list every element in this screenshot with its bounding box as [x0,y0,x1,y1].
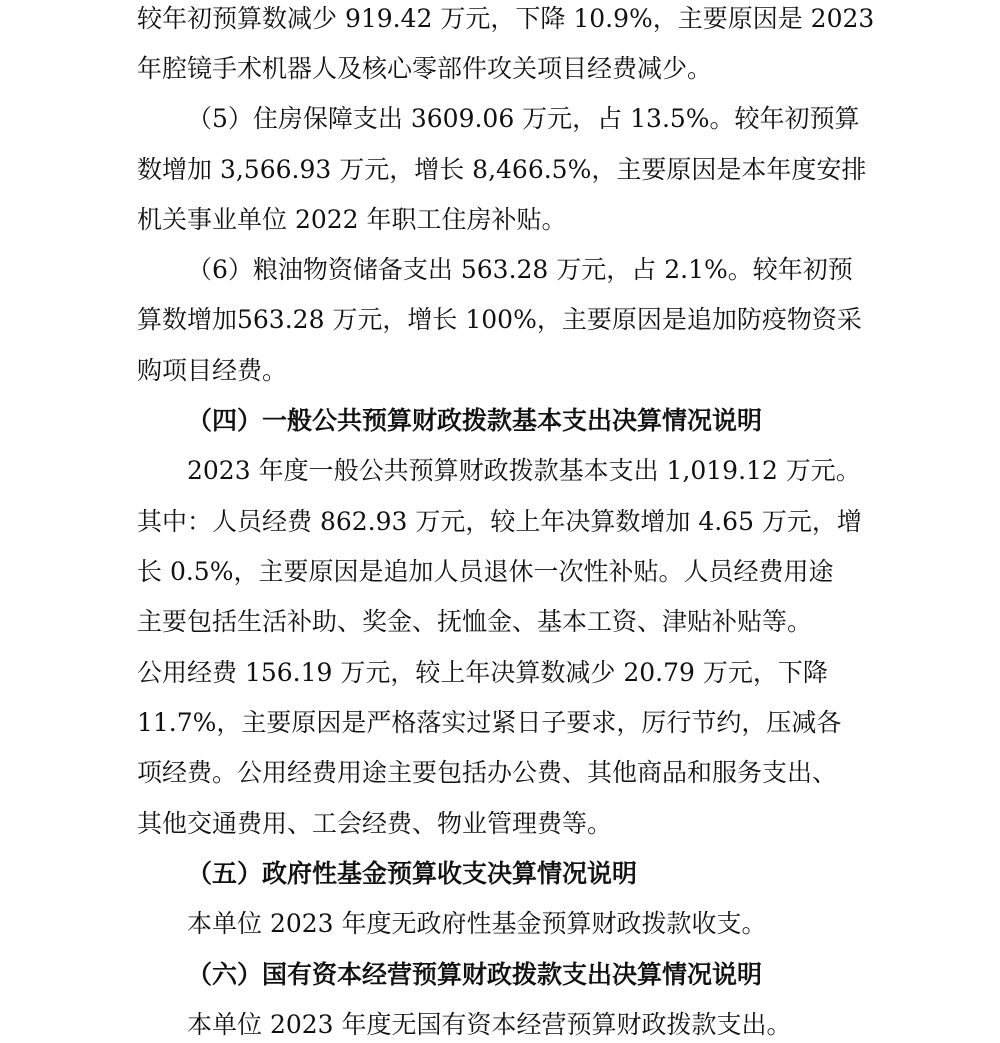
paragraph-start-line: （5）住房保障支出 3609.06 万元，占 13.5%。较年初预算 [187,104,860,133]
paragraph-start-line: 本单位 2023 年度无国有资本经营预算财政拨款支出。 [187,1010,792,1039]
body-text-line: 11.7%，主要原因是严格落实过紧日子要求，厉行节约，压减各 [137,708,842,737]
body-text-line: 其他交通费用、工会经费、物业管理费等。 [137,809,613,838]
body-text-line: 年腔镜手术机器人及核心零部件攻关项目经费减少。 [137,54,713,83]
section-heading: （四）一般公共预算财政拨款基本支出决算情况说明 [187,406,763,435]
body-text-line: 长 0.5%，主要原因是追加人员退休一次性补贴。人员经费用途 [137,557,834,586]
section-heading: （五）政府性基金预算收支决算情况说明 [187,859,638,888]
section-heading: （六）国有资本经营预算财政拨款支出决算情况说明 [187,960,763,989]
paragraph-start-line: 2023 年度一般公共预算财政拨款基本支出 1,019.12 万元。 [187,456,861,485]
body-text-line: 算数增加563.28 万元，增长 100%，主要原因是追加防疫物资采 [137,305,862,334]
paragraph-start-line: 本单位 2023 年度无政府性基金预算财政拨款收支。 [187,909,767,938]
body-text-line: 公用经费 156.19 万元，较上年决算数减少 20.79 万元，下降 [137,658,828,687]
body-text-line: 其中：人员经费 862.93 万元，较上年决算数增加 4.65 万元，增 [137,507,862,536]
body-text-line: 机关事业单位 2022 年职工住房补贴。 [137,205,567,234]
body-text-line: 较年初预算数减少 919.42 万元，下降 10.9%，主要原因是 2023 [137,4,875,33]
body-text-line: 项经费。公用经费用途主要包括办公费、其他商品和服务支出、 [137,758,838,787]
paragraph-start-line: （6）粮油物资储备支出 563.28 万元，占 2.1%。较年初预 [187,255,853,284]
body-text-line: 购项目经费。 [137,356,288,385]
body-text-line: 数增加 3,566.93 万元，增长 8,466.5%，主要原因是本年度安排 [137,155,867,184]
body-text-line: 主要包括生活补助、奖金、抚恤金、基本工资、津贴补贴等。 [137,607,813,636]
